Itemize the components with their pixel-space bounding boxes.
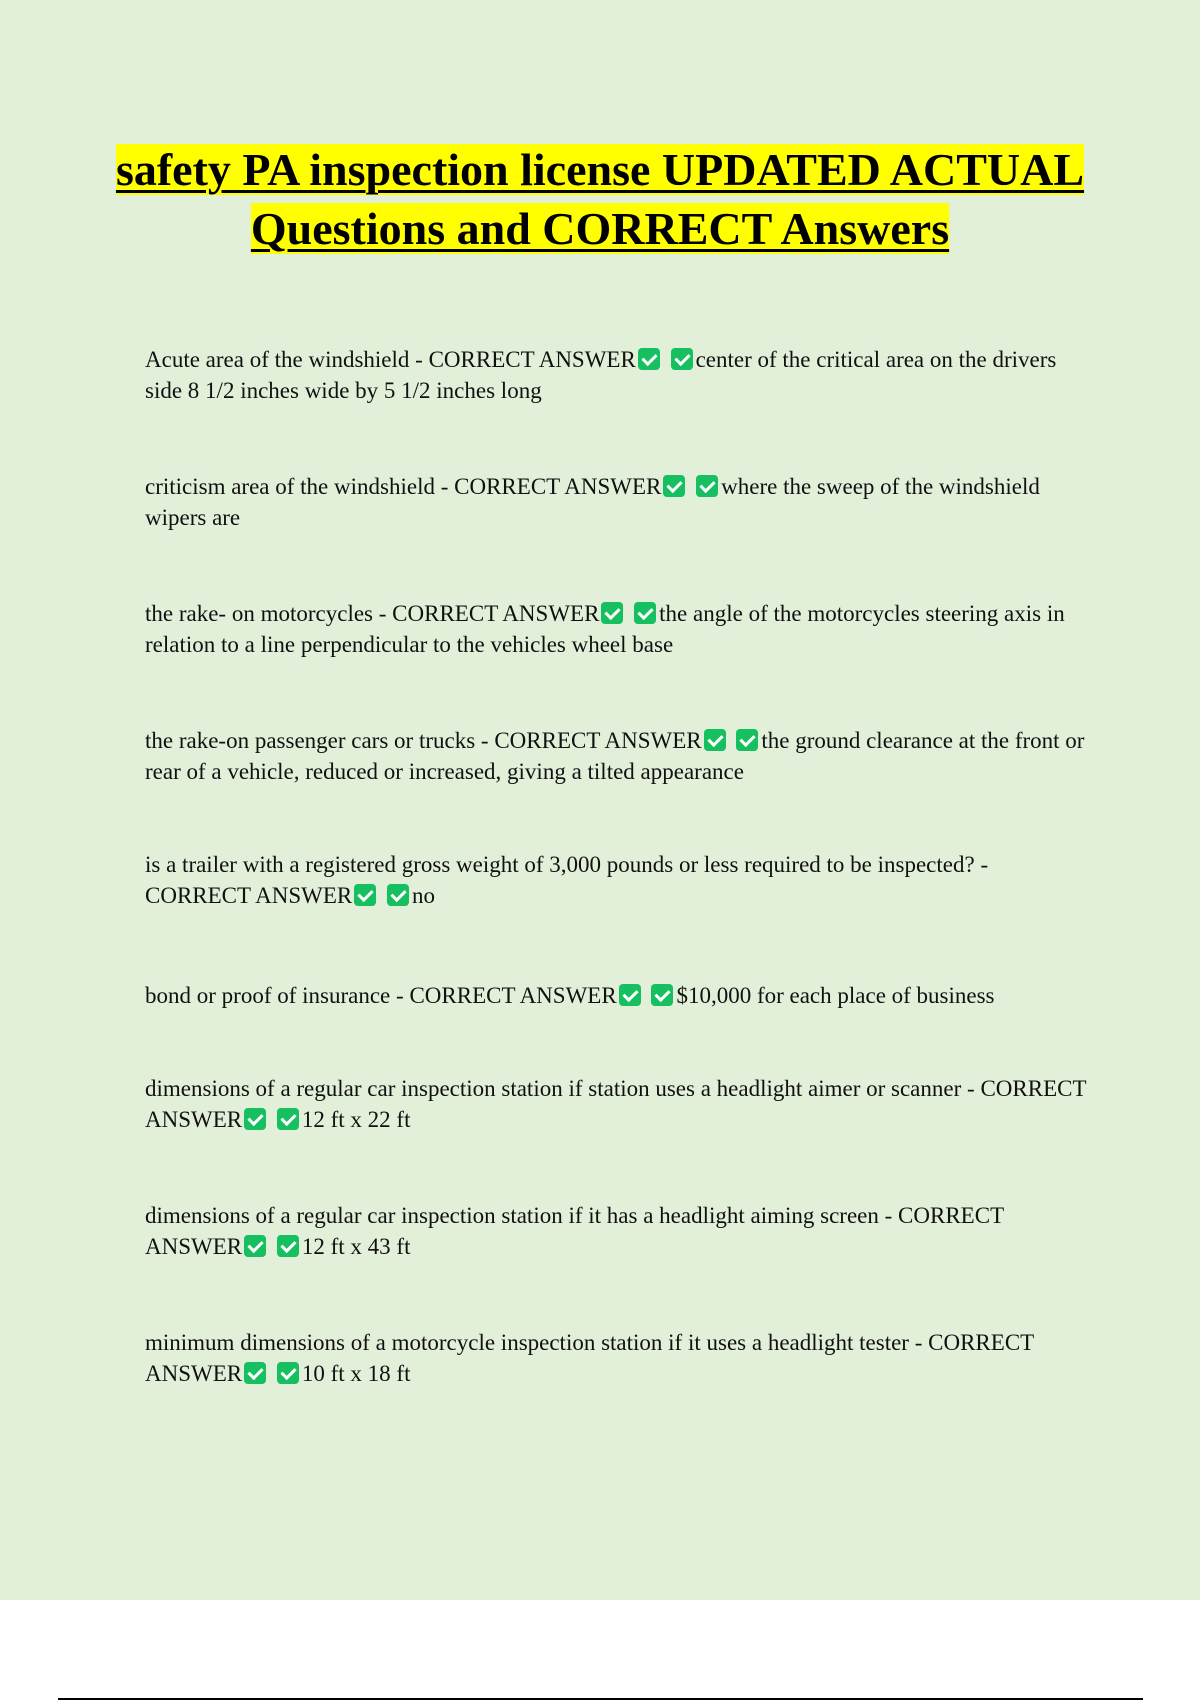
answer-text: center of the critical area on the drivers side 8 1/2 inches wide by 5 1/2 inches long bbox=[145, 347, 1057, 403]
answer-text: 12 ft x 22 ft bbox=[301, 1107, 411, 1132]
check-mark-icon bbox=[244, 1108, 266, 1130]
check-mark-icon bbox=[634, 602, 656, 624]
answer-marker: CORRECT ANSWER bbox=[409, 983, 617, 1008]
check-mark-icon bbox=[244, 1362, 266, 1384]
check-mark-icon bbox=[244, 1235, 266, 1257]
answer-text: $10,000 for each place of business bbox=[676, 983, 995, 1008]
answer-marker: CORRECT ANSWER bbox=[454, 474, 662, 499]
answer-text: 12 ft x 43 ft bbox=[301, 1234, 411, 1259]
answer-text: no bbox=[412, 883, 435, 908]
check-mark-icon bbox=[736, 729, 758, 751]
check-mark-icon bbox=[277, 1362, 299, 1384]
qa-item: the rake-on passenger cars or trucks - CORRECT ANSWER the ground clearance at the front or rear of a vehicle, reduced or increased, giving a tilted appearance bbox=[145, 728, 1085, 784]
answer-marker: CORRECT ANSWER bbox=[145, 1330, 1034, 1386]
answer-text: the angle of the motorcycles steering axis in relation to a line perpendicular to the vehicles wheel base bbox=[145, 601, 1065, 657]
answer-text: where the sweep of the windshield wipers are bbox=[145, 474, 1040, 530]
check-mark-icon bbox=[619, 984, 641, 1006]
question-text: minimum dimensions of a motorcycle inspection station if it uses a headlight tester bbox=[145, 1330, 909, 1355]
question-text: dimensions of a regular car inspection station if station uses a headlight aimer or scanner bbox=[145, 1076, 962, 1101]
check-mark-icon bbox=[651, 984, 673, 1006]
answer-marker: CORRECT ANSWER bbox=[392, 601, 600, 626]
answer-marker: CORRECT ANSWER bbox=[494, 728, 702, 753]
title-text: safety PA inspection license UPDATED ACTUAL Questions and CORRECT Answers bbox=[115, 144, 1085, 254]
check-mark-icon bbox=[277, 1235, 299, 1257]
qa-item: minimum dimensions of a motorcycle inspection station if it uses a headlight tester - CORRECT ANSWER 10 ft x 18 ft bbox=[145, 1330, 1034, 1386]
qa-item: bond or proof of insurance - CORRECT ANSWER $10,000 for each place of business bbox=[145, 983, 995, 1008]
check-mark-icon bbox=[696, 475, 718, 497]
answer-marker: CORRECT ANSWER bbox=[145, 1203, 1004, 1259]
check-mark-icon bbox=[277, 1108, 299, 1130]
answer-text: 10 ft x 18 ft bbox=[301, 1361, 411, 1386]
check-mark-icon bbox=[387, 884, 409, 906]
check-mark-icon bbox=[638, 348, 660, 370]
question-text: the rake-on passenger cars or trucks bbox=[145, 728, 476, 753]
qa-item: is a trailer with a registered gross weight of 3,000 pounds or less required to be inspected? - CORRECT ANSWER no bbox=[145, 852, 989, 908]
question-text: the rake- on motorcycles bbox=[145, 601, 373, 626]
qa-item: criticism area of the windshield - CORRECT ANSWER where the sweep of the windshield wipers are bbox=[145, 474, 1040, 530]
document-title bbox=[100, 140, 1100, 258]
answer-text: the ground clearance at the front or rear of a vehicle, reduced or increased, giving a tilted appearance bbox=[145, 728, 1085, 784]
answer-marker: CORRECT ANSWER bbox=[145, 1076, 1087, 1132]
answer-marker: CORRECT ANSWER bbox=[428, 347, 636, 372]
qa-item: Acute area of the windshield - CORRECT ANSWER center of the critical area on the drivers side 8 1/2 inches wide by 5 1/2 inches long bbox=[145, 347, 1057, 403]
qa-item: dimensions of a regular car inspection station if it has a headlight aiming screen - CORRECT ANSWER 12 ft x 43 ft bbox=[145, 1203, 1004, 1259]
check-mark-icon bbox=[704, 729, 726, 751]
check-mark-icon bbox=[354, 884, 376, 906]
check-mark-icon bbox=[671, 348, 693, 370]
question-text: criticism area of the windshield bbox=[145, 474, 435, 499]
question-text: is a trailer with a registered gross weight of 3,000 pounds or less required to be inspected? bbox=[145, 852, 975, 877]
question-text: bond or proof of insurance bbox=[145, 983, 391, 1008]
check-mark-icon bbox=[601, 602, 623, 624]
check-mark-icon bbox=[663, 475, 685, 497]
question-text: Acute area of the windshield bbox=[145, 347, 410, 372]
answer-marker: CORRECT ANSWER bbox=[145, 883, 353, 908]
question-text: dimensions of a regular car inspection station if it has a headlight aiming screen bbox=[145, 1203, 879, 1228]
qa-item: dimensions of a regular car inspection station if station uses a headlight aimer or scanner - CORRECT ANSWER 12 ft x 22 ft bbox=[145, 1076, 1087, 1132]
qa-item: the rake- on motorcycles - CORRECT ANSWER the angle of the motorcycles steering axis in relation to a line perpendicular to the vehicles wheel base bbox=[145, 601, 1065, 657]
